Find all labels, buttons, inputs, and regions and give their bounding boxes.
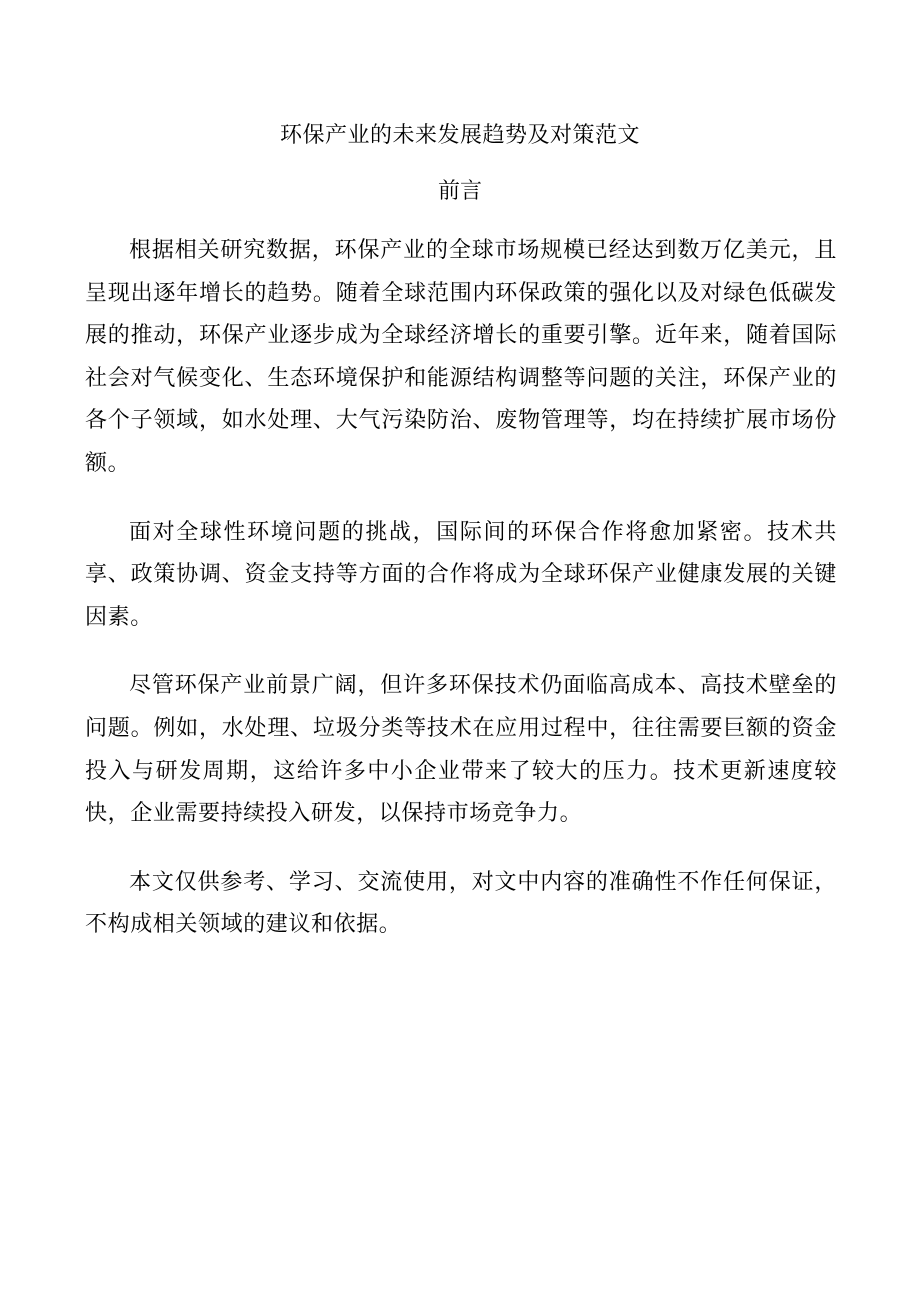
paragraph-international-cooperation: 面对全球性环境问题的挑战，国际间的环保合作将愈加紧密。技术共享、政策协调、资金支持等方面的合作将成为全球环保产业健康发展的关键因素。 xyxy=(85,519,837,630)
paragraph-market-size: 根据相关研究数据，环保产业的全球市场规模已经达到数万亿美元，且呈现出逐年增长的趋势。随着全球范围内环保政策的强化以及对绿色低碳发展的推动，环保产业逐步成为全球经济增长的重要引擎。近年来，随着国际社会对气候变化、生态环境保护和能源结构调整等问题的关注，环保产业的各个子领域，如水处理、大气污染防治、废物管理等，均在持续扩展市场份额。 xyxy=(85,238,837,476)
section-heading-preface: 前言 xyxy=(437,179,482,204)
body-text xyxy=(85,230,837,973)
paragraph-technology-challenges: 尽管环保产业前景广阔，但许多环保技术仍面临高成本、高技术壁垒的问题。例如，水处理、垃圾分类等技术在应用过程中，往往需要巨额的资金投入与研发周期，这给许多中小企业带来了较大的压力。技术更新速度较快，企业需要持续投入研发，以保持市场竞争力。 xyxy=(85,673,837,827)
document-title: 环保产业的未来发展趋势及对策范文 xyxy=(279,123,640,148)
paragraph-disclaimer: 本文仅供参考、学习、交流使用，对文中内容的准确性不作任何保证，不构成相关领域的建议和依据。 xyxy=(85,869,837,938)
